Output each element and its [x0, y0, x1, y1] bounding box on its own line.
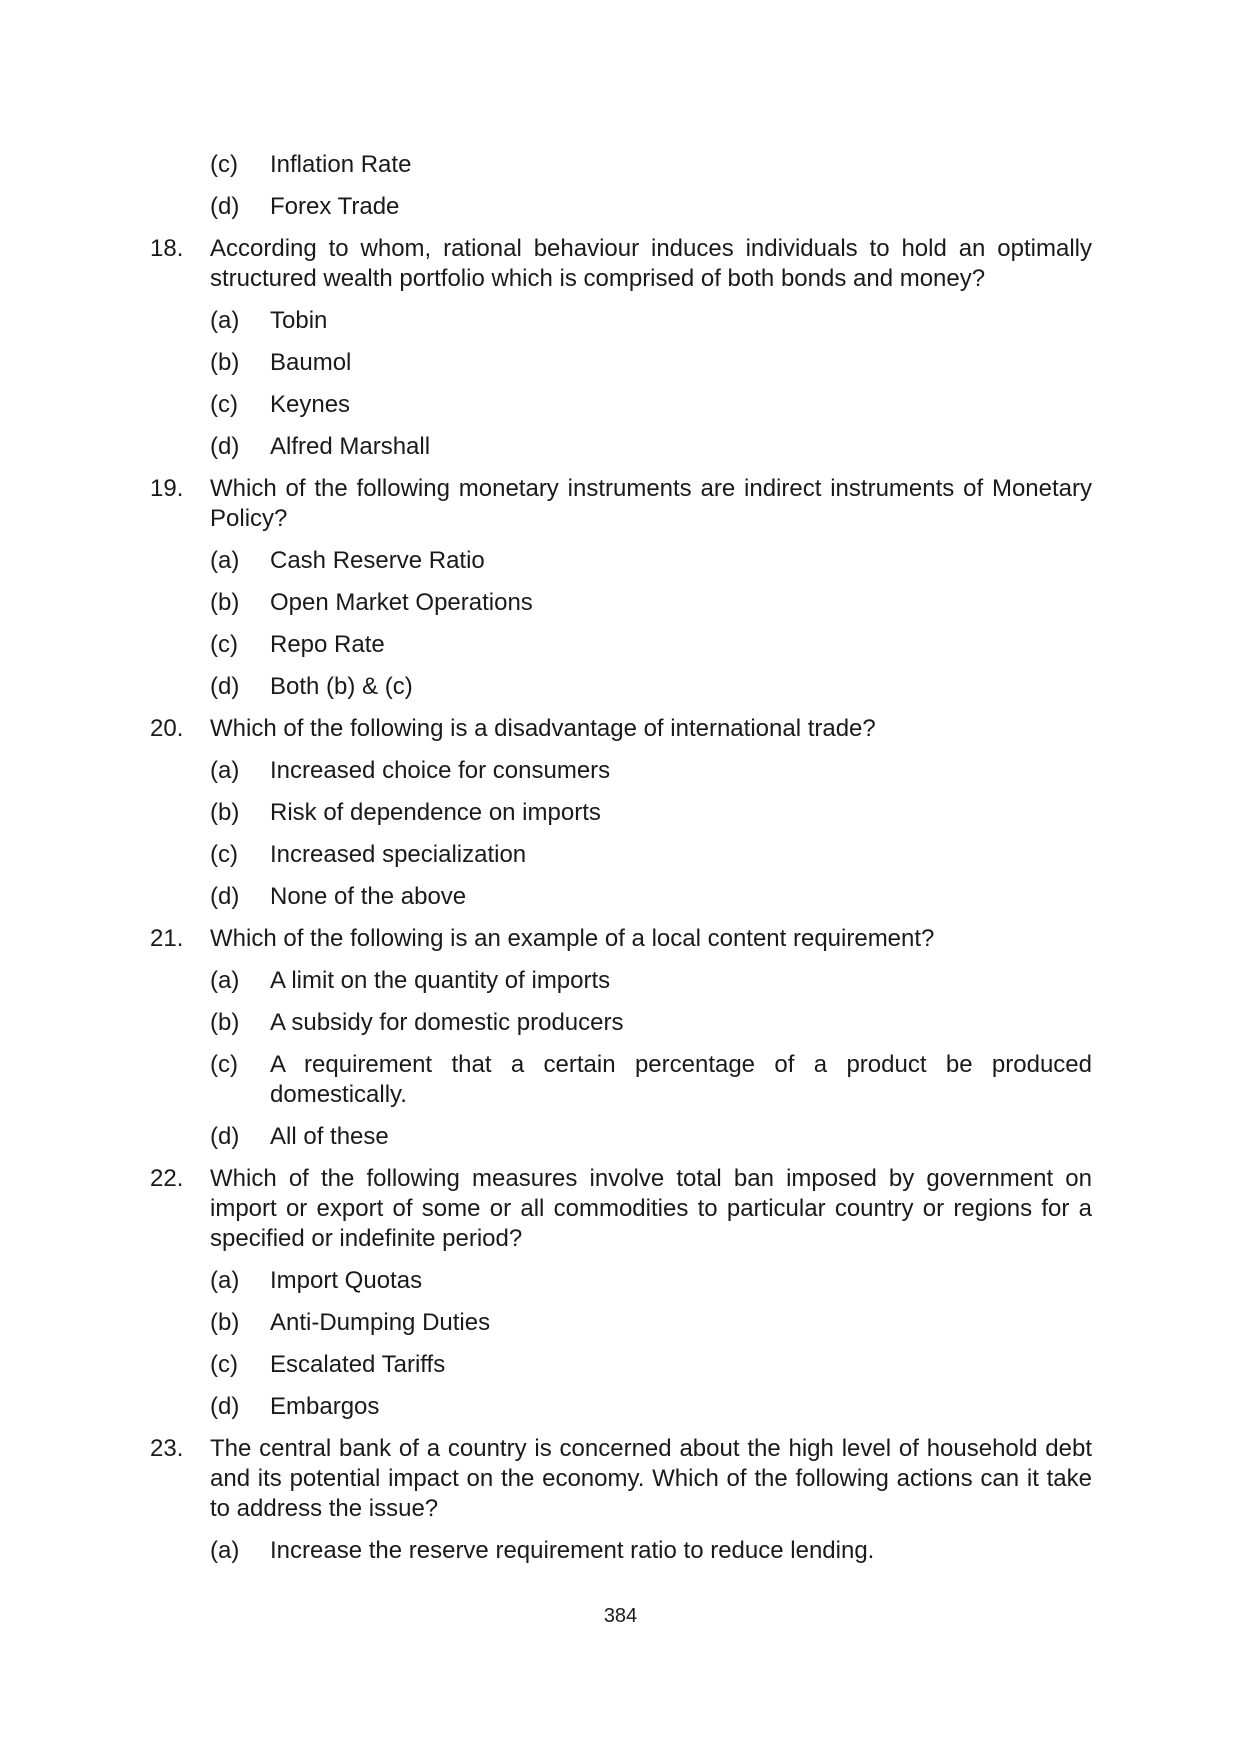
option-text: Forex Trade — [270, 193, 400, 220]
option-text: None of the above — [270, 883, 467, 910]
option — [210, 1008, 1092, 1038]
option — [210, 756, 1092, 786]
question-number: 21. — [150, 925, 184, 952]
option-text: Escalated Tariffs — [270, 1351, 446, 1378]
option — [210, 882, 1092, 912]
option — [210, 192, 1092, 222]
option — [210, 630, 1092, 660]
option-label: (d) — [210, 883, 240, 910]
option-label: (a) — [210, 307, 240, 334]
question-18 — [150, 234, 1092, 294]
option-label: (b) — [210, 1009, 240, 1036]
option — [210, 546, 1092, 576]
option-text: Open Market Operations — [270, 589, 533, 616]
option — [210, 306, 1092, 336]
option-label: (c) — [210, 391, 238, 418]
option-text: Import Quotas — [270, 1267, 423, 1294]
option-text: Baumol — [270, 349, 352, 376]
option-text: Tobin — [270, 307, 328, 334]
option — [210, 672, 1092, 702]
option-label: (d) — [210, 673, 240, 700]
option-text: Embargos — [270, 1393, 380, 1420]
option-label: (c) — [210, 151, 238, 178]
option-label: (c) — [210, 631, 238, 658]
option-label: (a) — [210, 757, 240, 784]
option-label: (d) — [210, 1123, 240, 1150]
option — [210, 348, 1092, 378]
question-21 — [150, 924, 1092, 954]
question-number: 23. — [150, 1435, 184, 1462]
question-22 — [150, 1164, 1092, 1254]
question-text: According to whom, rational behaviour induces individuals to hold an optimally structured wealth portfolio which is comprised of both bonds and money? — [210, 235, 1092, 292]
option-label: (d) — [210, 433, 240, 460]
question-list — [150, 150, 1092, 1578]
option — [210, 798, 1092, 828]
question-text: Which of the following is a disadvantage of international trade? — [210, 715, 876, 742]
question-text: Which of the following monetary instruments are indirect instruments of Monetary Policy? — [210, 475, 1092, 532]
option — [210, 840, 1092, 870]
page-number: 384 — [603, 1605, 638, 1627]
option-label: (d) — [210, 1393, 240, 1420]
option — [210, 1350, 1092, 1380]
question-number: 20. — [150, 715, 184, 742]
option-text: A subsidy for domestic producers — [270, 1009, 624, 1036]
question-number: 19. — [150, 475, 184, 502]
option-text: Alfred Marshall — [270, 433, 431, 460]
option-text: Both (b) & (c) — [270, 673, 413, 700]
question-20 — [150, 714, 1092, 744]
option-label: (c) — [210, 1051, 238, 1078]
option-label: (c) — [210, 1351, 238, 1378]
option-label: (c) — [210, 841, 238, 868]
option-label: (a) — [210, 1537, 240, 1564]
option-text: Increase the reserve requirement ratio to reduce lending. — [270, 1537, 875, 1564]
question-number: 22. — [150, 1165, 184, 1192]
option-label: (a) — [210, 967, 240, 994]
option — [210, 150, 1092, 180]
option-label: (a) — [210, 547, 240, 574]
question-number: 18. — [150, 235, 184, 262]
option — [210, 390, 1092, 420]
question-text: Which of the following measures involve total ban imposed by government on import or export of some or all commodities to particular country or regions for a specified or indefinite period? — [210, 1165, 1092, 1252]
question-text: The central bank of a country is concerned about the high level of household debt and its potential impact on the economy. Which of the following actions can it take to address the issue? — [210, 1435, 1092, 1522]
option-label: (a) — [210, 1267, 240, 1294]
option-text: Increased choice for consumers — [270, 757, 611, 784]
option-text: Anti-Dumping Duties — [270, 1309, 491, 1336]
option — [210, 1392, 1092, 1422]
option-label: (b) — [210, 799, 240, 826]
question-23 — [150, 1434, 1092, 1524]
option-label: (b) — [210, 589, 240, 616]
option-text: Increased specialization — [270, 841, 527, 868]
option-text: Repo Rate — [270, 631, 385, 658]
option-text: All of these — [270, 1123, 389, 1150]
option-text: A requirement that a certain percentage of a product be produced domestically. — [270, 1051, 1092, 1108]
option — [210, 1536, 1092, 1566]
option-label: (d) — [210, 193, 240, 220]
option-text: Keynes — [270, 391, 351, 418]
option — [210, 432, 1092, 462]
option-label: (b) — [210, 1309, 240, 1336]
question-text: Which of the following is an example of a local content requirement? — [210, 925, 935, 952]
option-text: Inflation Rate — [270, 151, 412, 178]
option — [210, 588, 1092, 618]
option — [210, 1122, 1092, 1152]
option-text: Cash Reserve Ratio — [270, 547, 485, 574]
question-19 — [150, 474, 1092, 534]
option — [210, 1308, 1092, 1338]
option — [210, 966, 1092, 996]
option — [210, 1266, 1092, 1296]
option-text: Risk of dependence on imports — [270, 799, 601, 826]
option — [210, 1050, 1092, 1110]
option-text: A limit on the quantity of imports — [270, 967, 611, 994]
option-label: (b) — [210, 349, 240, 376]
